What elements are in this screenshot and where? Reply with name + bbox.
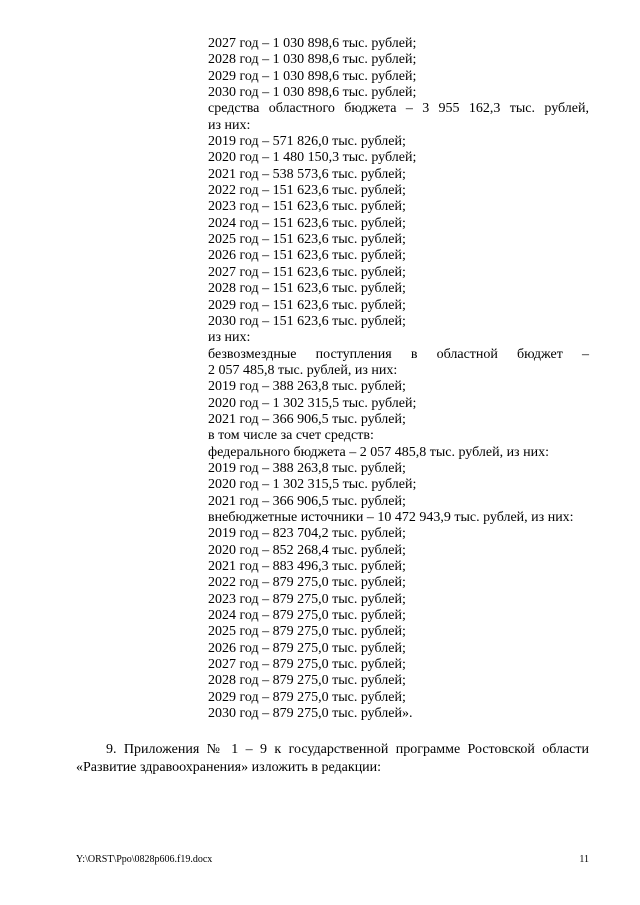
paragraph-line: «Развитие здравоохранения» изложить в редакции: bbox=[76, 760, 382, 775]
funding-line: 2024 год – 151 623,6 тыс. рублей; bbox=[208, 215, 406, 231]
funding-line: 2020 год – 852 268,4 тыс. рублей; bbox=[208, 542, 406, 558]
funding-line: 2025 год – 151 623,6 тыс. рублей; bbox=[208, 232, 406, 248]
funding-line: 2027 год – 879 275,0 тыс. рублей; bbox=[208, 657, 406, 673]
funding-line: 2026 год – 879 275,0 тыс. рублей; bbox=[208, 640, 406, 656]
funding-line: 2021 год – 366 906,5 тыс. рублей; bbox=[208, 411, 406, 427]
funding-line: 2020 год – 1 302 315,5 тыс. рублей; bbox=[208, 477, 417, 493]
funding-line: 2025 год – 879 275,0 тыс. рублей; bbox=[208, 624, 406, 640]
funding-line: федерального бюджета – 2 057 485,8 тыс. рублей, из них: bbox=[208, 444, 549, 460]
funding-line: 2019 год – 571 826,0 тыс. рублей; bbox=[208, 134, 406, 150]
funding-line: 2022 год – 151 623,6 тыс. рублей; bbox=[208, 183, 406, 199]
funding-line: 2030 год – 151 623,6 тыс. рублей; bbox=[208, 313, 406, 329]
funding-line: 2019 год – 388 263,8 тыс. рублей; bbox=[208, 379, 406, 395]
funding-line: 2030 год – 879 275,0 тыс. рублей». bbox=[208, 706, 413, 722]
footer-file-path: Y:\ORST\Ppo\0828p606.f19.docx bbox=[76, 854, 213, 865]
funding-line: 2019 год – 388 263,8 тыс. рублей; bbox=[208, 460, 406, 476]
funding-list bbox=[208, 36, 589, 722]
funding-line: 2026 год – 151 623,6 тыс. рублей; bbox=[208, 248, 406, 264]
funding-line: 2021 год – 366 906,5 тыс. рублей; bbox=[208, 493, 406, 509]
funding-line: 2030 год – 1 030 898,6 тыс. рублей; bbox=[208, 85, 417, 101]
funding-line: 2023 год – 151 623,6 тыс. рублей; bbox=[208, 199, 406, 215]
funding-line: 2019 год – 823 704,2 тыс. рублей; bbox=[208, 526, 406, 542]
funding-line: 2027 год – 151 623,6 тыс. рублей; bbox=[208, 264, 406, 280]
funding-line: 2022 год – 879 275,0 тыс. рублей; bbox=[208, 575, 406, 591]
funding-line: 2029 год – 879 275,0 тыс. рублей; bbox=[208, 689, 406, 705]
page-number: 11 bbox=[579, 854, 589, 865]
funding-line: 2024 год – 879 275,0 тыс. рублей; bbox=[208, 608, 406, 624]
funding-line: 2023 год – 879 275,0 тыс. рублей; bbox=[208, 591, 406, 607]
funding-line: 2029 год – 1 030 898,6 тыс. рублей; bbox=[208, 68, 417, 84]
funding-line: 2021 год – 883 496,3 тыс. рублей; bbox=[208, 559, 406, 574]
paragraph-item-9 bbox=[76, 741, 589, 777]
funding-line: 2028 год – 1 030 898,6 тыс. рублей; bbox=[208, 52, 417, 68]
funding-line: безвозмездные поступления в областной бюджет – bbox=[208, 346, 589, 362]
funding-line: в том числе за счет средств: bbox=[208, 428, 374, 444]
funding-line: 2029 год – 151 623,6 тыс. рублей; bbox=[208, 297, 406, 313]
funding-line: внебюджетные источники – 10 472 943,9 тыс. рублей, из них: bbox=[208, 509, 574, 525]
funding-line: из них: bbox=[208, 330, 251, 346]
funding-line: средства областного бюджета – 3 955 162,3 тыс. рублей, bbox=[208, 101, 589, 117]
funding-line: 2020 год – 1 480 150,3 тыс. рублей; bbox=[208, 150, 417, 166]
funding-line: из них: bbox=[208, 117, 251, 133]
funding-line: 2020 год – 1 302 315,5 тыс. рублей; bbox=[208, 395, 417, 411]
funding-line: 2027 год – 1 030 898,6 тыс. рублей; bbox=[208, 36, 417, 51]
funding-line: 2028 год – 879 275,0 тыс. рублей; bbox=[208, 673, 406, 689]
funding-line: 2028 год – 151 623,6 тыс. рублей; bbox=[208, 281, 406, 297]
paragraph-line: 9. Приложения № 1 – 9 к государственной программе Ростовской области bbox=[106, 742, 589, 757]
funding-line: 2021 год – 538 573,6 тыс. рублей; bbox=[208, 166, 406, 182]
funding-line: 2 057 485,8 тыс. рублей, из них: bbox=[208, 362, 398, 378]
